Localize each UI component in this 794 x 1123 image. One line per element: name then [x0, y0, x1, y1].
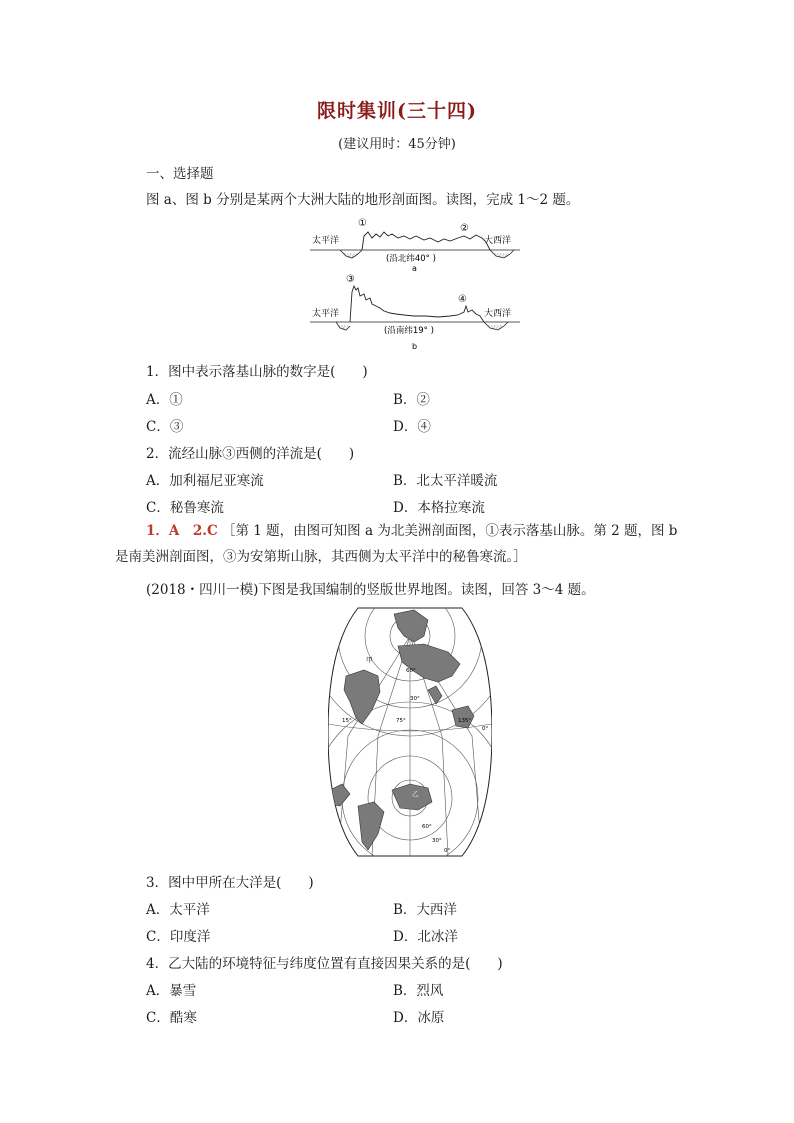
intro-question-3-4: (2018・四川一模)下图是我国编制的竖版世界地图。读图，回答 3～4 题。 [146, 582, 595, 598]
question-2-option-c: C．秘鲁寒流 [146, 500, 224, 516]
question-2-option-d: D．本格拉寒流 [393, 500, 485, 516]
vertical-world-map [328, 606, 492, 858]
figure-a-baseline: (沿北纬40° ) [386, 254, 436, 264]
terrain-line-a [362, 232, 490, 250]
map-lon-75: 75° [396, 718, 406, 724]
answer-explanation-2: 是南美洲剖面图，③为安第斯山脉，其西侧为太平洋中的秘鲁寒流。］ [115, 549, 527, 565]
map-equator-label: 0° [444, 848, 451, 854]
question-1-option-c: C．③ [146, 419, 184, 435]
figure-b-mark-4: ④ [458, 294, 467, 305]
profile-figure-b [300, 270, 530, 352]
map-lat-30s: 30° [432, 838, 442, 844]
answer-explanation-1: ［第 1 题，由图可知图 a 为北美洲剖面图，①表示落基山脉。第 2 题，图 b [222, 523, 678, 539]
question-3-option-b: B．大西洋 [393, 902, 457, 918]
map-lon-15: 15° [342, 718, 352, 724]
map-lat-30n: 30° [410, 696, 420, 702]
figure-b-baseline: (沿南纬19° ) [384, 326, 434, 336]
question-1-option-b: B．② [393, 392, 430, 408]
question-1-stem: 1．图中表示落基山脉的数字是( ) [146, 364, 368, 380]
question-4-option-a: A．暴雪 [146, 983, 197, 999]
section-heading: 一、选择题 [146, 166, 214, 182]
figure-a-right-label: 大西洋 [484, 236, 512, 246]
question-3-option-c: C．印度洋 [146, 929, 211, 945]
map-label-jia: 甲 [366, 656, 373, 664]
question-3-option-d: D．北冰洋 [393, 929, 458, 945]
profile-figure-a [300, 212, 530, 276]
figure-a-mark-2: ② [460, 223, 469, 234]
map-label-yi: 乙 [412, 790, 419, 798]
page-subtitle: (建议用时：45分钟) [338, 137, 456, 152]
answer-line-1 [146, 519, 677, 543]
figure-a-caption: a [412, 264, 417, 273]
intro-question-1-2: 图 a、图 b 分别是某两个大洲大陆的地形剖面图。读图，完成 1～2 题。 [146, 192, 580, 208]
question-2-option-b: B．北太平洋暖流 [393, 473, 498, 489]
map-zero-meridian: 0° [482, 726, 489, 732]
question-4-option-d: D．冰原 [393, 1010, 445, 1026]
question-2-option-a: A．加利福尼亚寒流 [146, 473, 264, 489]
figure-b-right-label: 大西洋 [484, 309, 512, 319]
figure-b-caption: b [412, 342, 418, 351]
question-1-option-a: A．① [146, 392, 183, 408]
question-4-option-c: C．酷寒 [146, 1010, 197, 1026]
map-lon-135: 135° [458, 718, 472, 724]
figure-b-mark-3: ③ [346, 274, 355, 285]
map-lat-60s: 60° [422, 824, 432, 830]
map-lat-60n: 60° [406, 668, 416, 674]
figure-a-mark-1: ① [358, 218, 367, 229]
question-3-option-a: A．太平洋 [146, 902, 210, 918]
question-1-option-d: D．④ [393, 419, 431, 435]
question-4-stem: 4．乙大陆的环境特征与纬度位置有直接因果关系的是( ) [146, 956, 503, 972]
question-4-option-b: B．烈风 [393, 983, 444, 999]
answer-key: 1．A 2.C [146, 523, 218, 539]
question-2-stem: 2．流经山脉③西侧的洋流是( ) [146, 446, 355, 462]
figure-b-left-label: 太平洋 [312, 309, 340, 319]
page-title: 限时集训(三十四) [317, 100, 477, 122]
question-3-stem: 3．图中甲所在大洋是( ) [146, 875, 314, 891]
figure-a-left-label: 太平洋 [312, 236, 340, 246]
